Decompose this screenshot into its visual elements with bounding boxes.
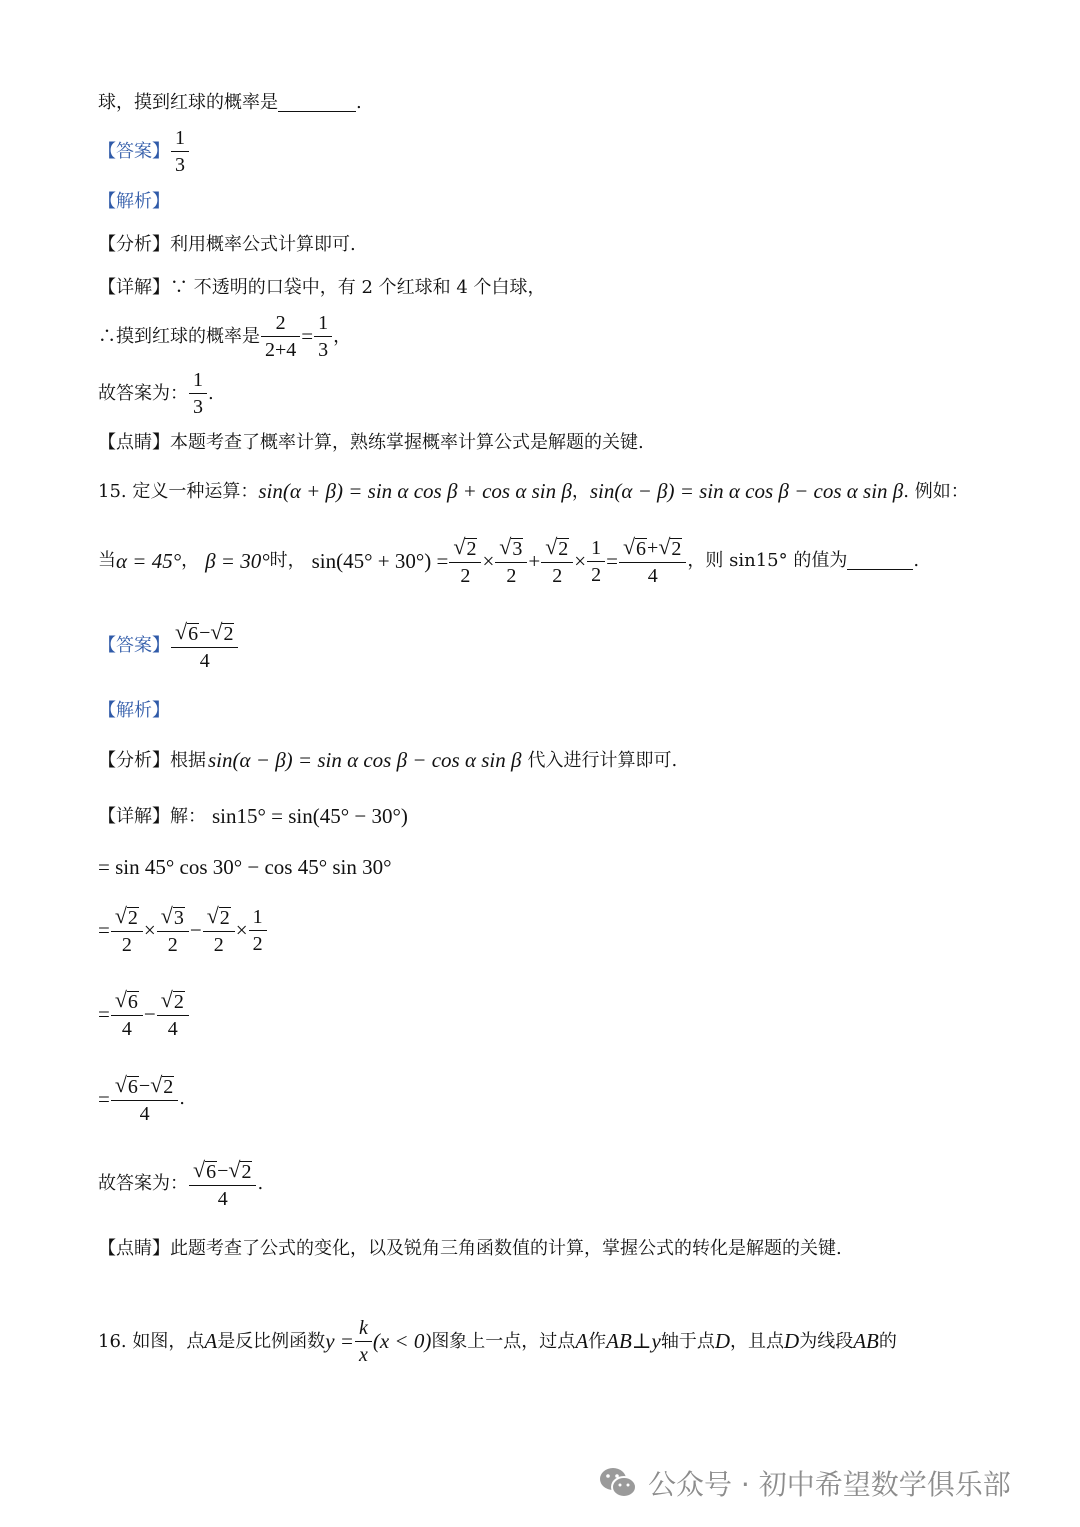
answer-blank [278,95,356,112]
fraction: √ 6 4 [113,989,141,1039]
wechat-icon [598,1465,638,1501]
q15-final: 故答案为： √ 6 − √ 2 4 . [98,1157,264,1210]
watermark [598,1463,1011,1503]
watermark-text: 公众号 · 初中希望数学俱乐部 [648,1468,1011,1501]
q15-example: 当 α = 45° ， β = 30° 时， sin(45° + 30°) = √ 2 2 × √ 3 2 + √ 2 2 × $\frac{1}{2}$ = √ 6 + √ 2 4 ，则 sin15° 的值为 . [98,534,920,587]
q15-analysis-tag: 【解析】 [98,700,170,721]
fraction: √ 6 − √ 2 4 [173,621,236,671]
fraction: √ 3 2 [159,905,187,955]
fraction: √ 2 2 [113,905,141,955]
q14-fenxi: 【分析】利用概率公式计算即可. [98,234,356,255]
fraction: √ 2 4 [159,989,187,1039]
q14-therefore: ∴摸到红球的概率是 $\frac{2}{2+4}$ = $\frac{1}{3}$ ， [98,312,352,361]
q14-xiangjie: 【详解】∵ 不透明的口袋中，有 2 个红球和 4 个白球， [98,277,546,298]
fraction: √ 6 + √ 2 4 [621,536,684,586]
q14-line1: 球，摸到红球的概率是 . [98,92,362,113]
q14-analysis-tag: 【解析】 [98,191,170,212]
q14-answer: 【答案】 $\frac{1}{3}$ [98,128,190,175]
fraction: $\frac{1}{3}$ [173,128,187,175]
q15-step2: = sin 45° cos 30° − cos 45° sin 30° [98,855,392,879]
fraction: √ 6 − √ 2 4 [191,1159,254,1209]
fraction: $\frac{k}{x}$ [357,1318,370,1365]
q15-step3: = √ 2 2 × √ 3 2 − √ 2 2 × $\frac{1}{2}$ [98,905,268,955]
q15-intro: 15. 定义一种运算： sin(α + β) = sin α cos β + cos α sin β ， sin(α − β) = sin α cos β − cos α sin β . 例如： [98,479,969,503]
fraction: $\frac{1}{2}$ [251,907,265,954]
q15-fenxi: 【分析】根据 sin(α − β) = sin α cos β − cos α sin β 代入进行计算即可. [98,748,678,772]
fraction: $\frac{1}{2}$ [589,538,603,585]
fraction: $\frac{1}{3}$ [191,370,205,417]
fraction: √ 2 2 [543,536,571,586]
fraction: √ 6 − √ 2 4 [113,1074,176,1124]
q14-dianjing: 【点睛】本题考查了概率计算，熟练掌握概率计算公式是解题的关键. [98,432,644,453]
q15-dianjing: 【点睛】此题考查了公式的变化，以及锐角三角函数值的计算，掌握公式的转化是解题的关键. [98,1238,842,1259]
q15-xiangjie: 【详解】解： sin15° = sin(45° − 30°) [98,804,408,828]
fraction: $\frac{1}{3}$ [316,313,330,360]
fraction: √ 2 2 [451,536,479,586]
q15-answer: 【答案】 √ 6 − √ 2 4 [98,621,239,671]
q15-step4: = √ 6 4 − √ 2 4 [98,989,190,1039]
q15-step5: = √ 6 − √ 2 4 . [98,1072,186,1125]
q16-intro: 16. 如图，点 A 是反比例函数 y = $\frac{k}{x}$ (x < 0) 图象上一点，过点 A 作 AB⊥y 轴于点 D ，且点 D 为线段 AB 的 [98,1317,897,1366]
fraction: √ 3 2 [497,536,525,586]
fraction: √ 2 2 [205,905,233,955]
answer-blank [847,553,913,570]
fraction: $\frac{2}{2+4}$ [263,313,298,360]
q14-final: 故答案为： $\frac{1}{3}$ . [98,369,214,418]
